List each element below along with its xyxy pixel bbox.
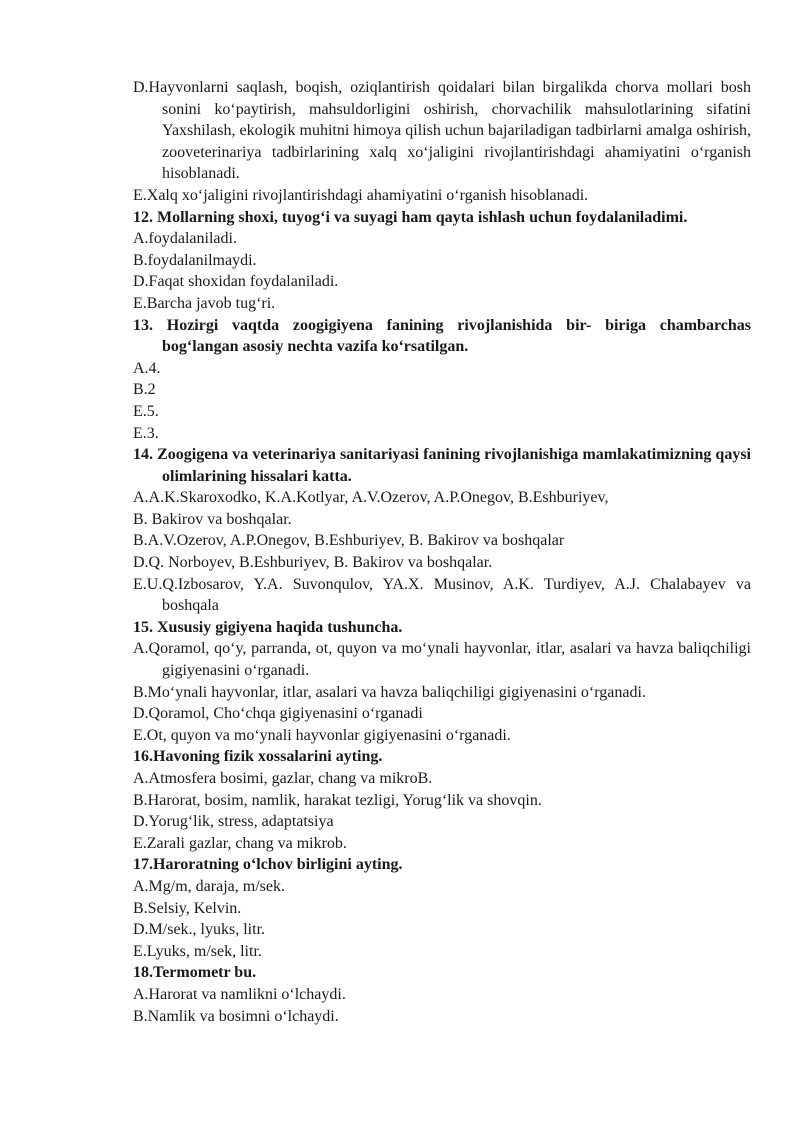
- question-13: 13. Hozirgi vaqtda zoogigiyena fanining rivojlanishida bir- biriga chambarchas bog‘langan asosiy nechta vazifa ko‘rsatilgan.: [133, 316, 751, 356]
- answer-option: A.4.: [133, 359, 161, 377]
- answer-option: E.U.Q.Izbosarov, Y.A. Suvonqulov, YA.X. Musinov, A.K. Turdiyev, A.J. Chalabayev va boshqala: [133, 575, 751, 615]
- answer-option: B.Selsiy, Kelvin.: [133, 899, 242, 917]
- answer-option: B.2: [133, 381, 156, 399]
- answer-option: E.Lyuks, m/sek, litr.: [133, 942, 262, 960]
- question-17: 17.Haroratning o‘lchov birligini ayting.: [133, 856, 403, 874]
- question-14: 14. Zoogigena va veterinariya sanitariyasi fanining rivojlanishiga mamlakatimizning qaysi olimlarining hissalari katta.: [133, 446, 751, 485]
- answer-option: E.Xalq xo‘jaligini rivojlantirishdagi ahamiyatini o‘rganish hisoblanadi.: [133, 186, 589, 204]
- question-16: 16.Havoning fizik xossalarini ayting.: [133, 748, 383, 766]
- answer-option: A.Mg/m, daraja, m/sek.: [133, 877, 285, 895]
- answer-option: B. Bakirov va boshqalar.: [133, 510, 292, 528]
- question-15: 15. Xususiy gigiyena haqida tushuncha.: [133, 618, 403, 636]
- answer-option: A.foydalaniladi.: [133, 230, 237, 248]
- answer-option: B.A.V.Ozerov, A.P.Onegov, B.Eshburiyev, B. Bakirov va boshqalar: [133, 532, 565, 550]
- answer-option: E.Zarali gazlar, chang va mikrob.: [133, 834, 347, 852]
- answer-option: B.Mo‘ynali hayvonlar, itlar, asalari va havza baliqchiligi gigiyenasini o‘rganadi.: [133, 683, 646, 701]
- answer-option: E.3.: [133, 424, 159, 442]
- answer-option: D.Faqat shoxidan foydalaniladi.: [133, 273, 339, 291]
- answer-option: D.M/sek., lyuks, litr.: [133, 921, 266, 939]
- answer-option: D.Hayvonlarni saqlash, boqish, oziqlantirish qoidalari bilan birgalikda chorva mollari bosh sonini ko‘paytirish, mahsuldorligini oshirish, chorvachilik mahsulotlarining sifatini Yaxshilash, ekologik muhitni himoya qilish uchun bajariladigan tadbirlarni amalga oshirish, zooveterinariya tadbirlarining xalq xo‘jaligini rivojlantirishdagi ahamiyatini o‘rganish hisoblanadi.: [133, 79, 751, 183]
- answer-option: E.Barcha javob tug‘ri.: [133, 294, 276, 312]
- answer-option: B.Namlik va bosimni o‘lchaydi.: [133, 1007, 339, 1025]
- answer-option: A.Harorat va namlikni o‘lchaydi.: [133, 985, 346, 1003]
- answer-option: E.Ot, quyon va mo‘ynali hayvonlar gigiyenasini o‘rganadi.: [133, 726, 511, 744]
- answer-option: E.5.: [133, 402, 159, 420]
- answer-option: A.Atmosfera bosimi, gazlar, chang va mikroB.: [133, 770, 433, 787]
- document-page: [133, 77, 751, 1027]
- answer-option: B.foydalanilmaydi.: [133, 251, 257, 269]
- question-18: 18.Termometr bu.: [133, 964, 257, 982]
- answer-option: D.Qoramol, Cho‘chqa gigiyenasini o‘rganadi: [133, 705, 423, 723]
- answer-option: D.Q. Norboyev, B.Eshburiyev, B. Bakirov va boshqalar.: [133, 554, 493, 572]
- answer-option: D.Yorug‘lik, stress, adaptatsiya: [133, 813, 334, 831]
- answer-option: B.Harorat, bosim, namlik, harakat tezligi, Yorug‘lik va shovqin.: [133, 791, 542, 809]
- answer-option: A.Qoramol, qo‘y, parranda, ot, quyon va mo‘ynali hayvonlar, itlar, asalari va havza baliqchiligi gigiyenasini o‘rganadi.: [133, 640, 751, 680]
- question-12: 12. Mollarning shoxi, tuyog‘i va suyagi ham qayta ishlash uchun foydalaniladimi.: [133, 208, 688, 226]
- answer-option: A.A.K.Skaroxodko, K.A.Kotlyar, A.V.Ozerov, A.P.Onegov, B.Eshburiyev,: [133, 489, 609, 507]
